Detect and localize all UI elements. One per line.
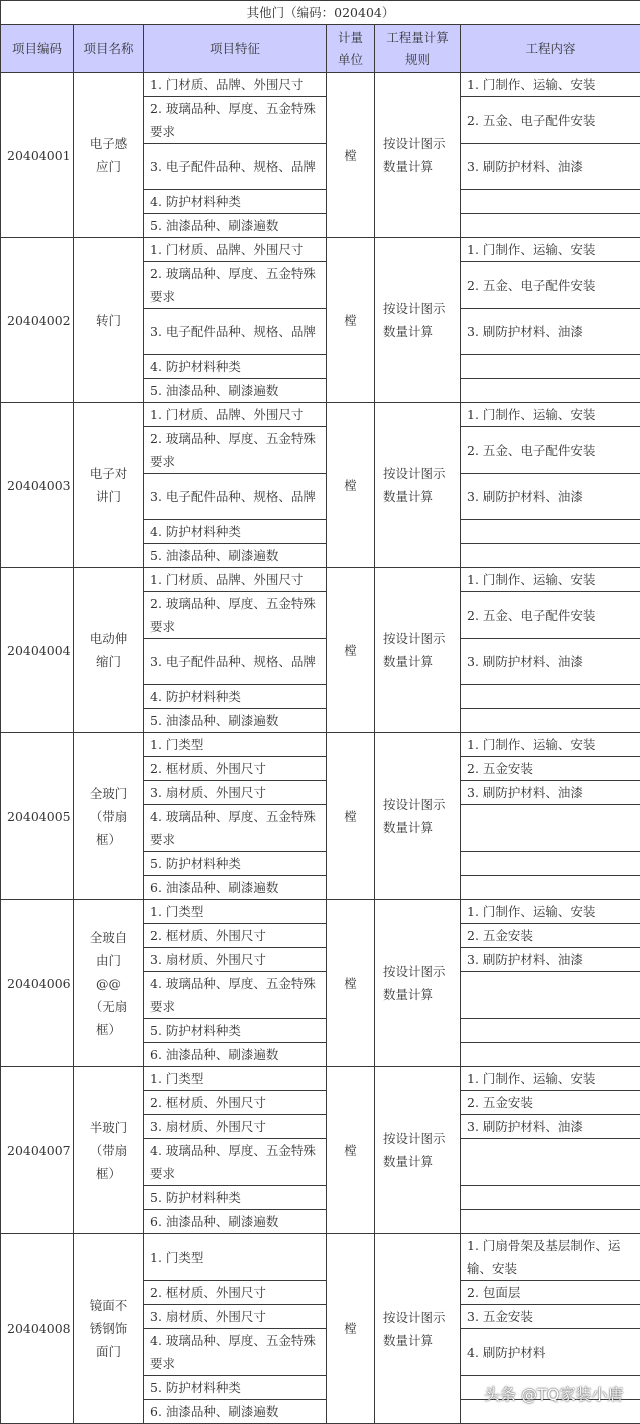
item-rule: 按设计图示数量计算	[375, 568, 461, 733]
item-content	[461, 1019, 640, 1043]
item-content: 4. 刷防护材料	[461, 1329, 640, 1376]
item-content	[461, 1186, 640, 1210]
item-content	[461, 852, 640, 876]
item-feature: 1. 门材质、品牌、外围尺寸	[144, 403, 327, 427]
item-content	[461, 190, 640, 214]
item-rule: 按设计图示数量计算	[375, 73, 461, 238]
item-content	[461, 520, 640, 544]
item-unit: 樘	[327, 238, 375, 403]
header-row	[1, 25, 640, 73]
item-feature: 1. 门类型	[144, 900, 327, 924]
item-content: 3. 刷防护材料、油漆	[461, 144, 640, 190]
item-feature: 3. 电子配件品种、规格、品牌	[144, 309, 327, 355]
header-rule: 工程量计算 规则	[375, 25, 461, 73]
item-feature: 6. 油漆品种、刷漆遍数	[144, 1043, 327, 1067]
table-row	[1, 1234, 640, 1281]
header-code: 项目编码	[1, 25, 74, 73]
item-content: 2. 五金、电子配件安装	[461, 262, 640, 309]
header-unit: 计量 单位	[327, 25, 375, 73]
item-rule: 按设计图示数量计算	[375, 1067, 461, 1234]
item-feature: 4. 玻璃品种、厚度、五金特殊要求	[144, 972, 327, 1019]
item-code: 20404004	[1, 568, 74, 733]
item-content: 1. 门制作、运输、安装	[461, 900, 640, 924]
item-content	[461, 355, 640, 379]
item-unit: 樘	[327, 403, 375, 568]
item-content	[461, 709, 640, 733]
item-content	[461, 544, 640, 568]
item-feature: 1. 门材质、品牌、外围尺寸	[144, 568, 327, 592]
item-feature: 5. 油漆品种、刷漆遍数	[144, 379, 327, 403]
item-feature: 2. 玻璃品种、厚度、五金特殊要求	[144, 592, 327, 639]
item-content: 3. 刷防护材料、油漆	[461, 781, 640, 805]
item-code: 20404003	[1, 403, 74, 568]
item-feature: 4. 防护材料种类	[144, 520, 327, 544]
item-content: 1. 门制作、运输、安装	[461, 1067, 640, 1091]
item-name: 电子对讲门	[74, 403, 144, 568]
item-name: 全玻自由门@@（无扇框）	[74, 900, 144, 1067]
table-row	[1, 403, 640, 427]
item-feature: 3. 电子配件品种、规格、品牌	[144, 639, 327, 685]
item-code: 20404001	[1, 73, 74, 238]
item-feature: 3. 扇材质、外围尺寸	[144, 948, 327, 972]
item-content: 1. 门制作、运输、安装	[461, 73, 640, 97]
item-content: 2. 五金安装	[461, 757, 640, 781]
item-feature: 4. 防护材料种类	[144, 355, 327, 379]
item-feature: 2. 玻璃品种、厚度、五金特殊要求	[144, 262, 327, 309]
item-content: 3. 刷防护材料、油漆	[461, 948, 640, 972]
item-feature: 4. 防护材料种类	[144, 190, 327, 214]
item-feature: 5. 油漆品种、刷漆遍数	[144, 709, 327, 733]
item-content: 3. 刷防护材料、油漆	[461, 639, 640, 685]
item-feature: 5. 油漆品种、刷漆遍数	[144, 544, 327, 568]
item-content: 3. 刷防护材料、油漆	[461, 1115, 640, 1139]
item-feature: 1. 门类型	[144, 1234, 327, 1281]
table-row	[1, 733, 640, 757]
item-feature: 3. 扇材质、外围尺寸	[144, 1115, 327, 1139]
item-content: 2. 五金、电子配件安装	[461, 592, 640, 639]
item-code: 20404005	[1, 733, 74, 900]
item-content	[461, 805, 640, 852]
item-feature: 6. 油漆品种、刷漆遍数	[144, 1400, 327, 1424]
item-rule: 按设计图示数量计算	[375, 403, 461, 568]
table-row	[1, 900, 640, 924]
item-feature: 6. 油漆品种、刷漆遍数	[144, 1210, 327, 1234]
item-content	[461, 1043, 640, 1067]
item-content	[461, 685, 640, 709]
item-feature: 5. 油漆品种、刷漆遍数	[144, 214, 327, 238]
item-rule: 按设计图示数量计算	[375, 1234, 461, 1424]
item-content: 2. 五金安装	[461, 924, 640, 948]
table-row	[1, 73, 640, 97]
item-feature: 6. 油漆品种、刷漆遍数	[144, 876, 327, 900]
item-feature: 4. 防护材料种类	[144, 685, 327, 709]
item-feature: 5. 防护材料种类	[144, 1019, 327, 1043]
item-rule: 按设计图示数量计算	[375, 733, 461, 900]
item-code: 20404008	[1, 1234, 74, 1424]
item-content: 1. 门制作、运输、安装	[461, 568, 640, 592]
item-feature: 1. 门材质、品牌、外围尺寸	[144, 73, 327, 97]
item-unit: 樘	[327, 733, 375, 900]
header-name: 项目名称	[74, 25, 144, 73]
item-name: 电子感应门	[74, 73, 144, 238]
item-content: 3. 刷防护材料、油漆	[461, 309, 640, 355]
item-feature: 4. 玻璃品种、厚度、五金特殊要求	[144, 1329, 327, 1376]
item-rule: 按设计图示数量计算	[375, 900, 461, 1067]
item-feature: 2. 框材质、外围尺寸	[144, 757, 327, 781]
item-unit: 樘	[327, 1234, 375, 1424]
item-content	[461, 972, 640, 1019]
item-content: 2. 五金安装	[461, 1091, 640, 1115]
item-feature: 3. 电子配件品种、规格、品牌	[144, 144, 327, 190]
item-feature: 1. 门类型	[144, 1067, 327, 1091]
table-row	[1, 1067, 640, 1091]
item-code: 20404002	[1, 238, 74, 403]
item-content: 2. 包面层	[461, 1281, 640, 1305]
item-name: 全玻门（带扇框）	[74, 733, 144, 900]
item-unit: 樘	[327, 568, 375, 733]
table-title: 其他门（编码：020404）	[1, 1, 640, 25]
item-feature: 2. 玻璃品种、厚度、五金特殊要求	[144, 427, 327, 474]
item-content	[461, 1210, 640, 1234]
item-feature: 3. 扇材质、外围尺寸	[144, 1305, 327, 1329]
item-feature: 4. 玻璃品种、厚度、五金特殊要求	[144, 805, 327, 852]
item-feature: 3. 电子配件品种、规格、品牌	[144, 474, 327, 520]
item-feature: 3. 扇材质、外围尺寸	[144, 781, 327, 805]
item-feature: 5. 防护材料种类	[144, 1376, 327, 1400]
header-features: 项目特征	[144, 25, 327, 73]
table-row	[1, 568, 640, 592]
item-content: 2. 五金、电子配件安装	[461, 427, 640, 474]
item-feature: 2. 框材质、外围尺寸	[144, 1091, 327, 1115]
item-name: 半玻门（带扇框）	[74, 1067, 144, 1234]
item-content: 1. 门制作、运输、安装	[461, 733, 640, 757]
item-unit: 樘	[327, 73, 375, 238]
header-content: 工程内容	[461, 25, 640, 73]
item-unit: 樘	[327, 900, 375, 1067]
item-content: 1. 门制作、运输、安装	[461, 403, 640, 427]
item-code: 20404007	[1, 1067, 74, 1234]
item-rule: 按设计图示数量计算	[375, 238, 461, 403]
item-content: 1. 门制作、运输、安装	[461, 238, 640, 262]
item-content	[461, 214, 640, 238]
item-name: 镜面不锈钢饰面门	[74, 1234, 144, 1424]
item-unit: 樘	[327, 1067, 375, 1234]
item-content: 1. 门扇骨架及基层制作、运输、安装	[461, 1234, 640, 1281]
item-feature: 2. 框材质、外围尺寸	[144, 1281, 327, 1305]
item-name: 电动伸缩门	[74, 568, 144, 733]
item-feature: 2. 玻璃品种、厚度、五金特殊要求	[144, 97, 327, 144]
item-feature: 1. 门材质、品牌、外围尺寸	[144, 238, 327, 262]
table-row	[1, 238, 640, 262]
item-content: 2. 五金、电子配件安装	[461, 97, 640, 144]
item-code: 20404006	[1, 900, 74, 1067]
item-content: 3. 五金安装	[461, 1305, 640, 1329]
item-feature: 2. 框材质、外围尺寸	[144, 924, 327, 948]
item-content: 3. 刷防护材料、油漆	[461, 474, 640, 520]
item-content	[461, 1139, 640, 1186]
item-content	[461, 876, 640, 900]
item-feature: 4. 玻璃品种、厚度、五金特殊要求	[144, 1139, 327, 1186]
watermark: 头条 @TQ家装小唐	[484, 1382, 623, 1405]
item-feature: 1. 门类型	[144, 733, 327, 757]
item-content	[461, 379, 640, 403]
item-feature: 5. 防护材料种类	[144, 852, 327, 876]
item-name: 转门	[74, 238, 144, 403]
item-feature: 5. 防护材料种类	[144, 1186, 327, 1210]
